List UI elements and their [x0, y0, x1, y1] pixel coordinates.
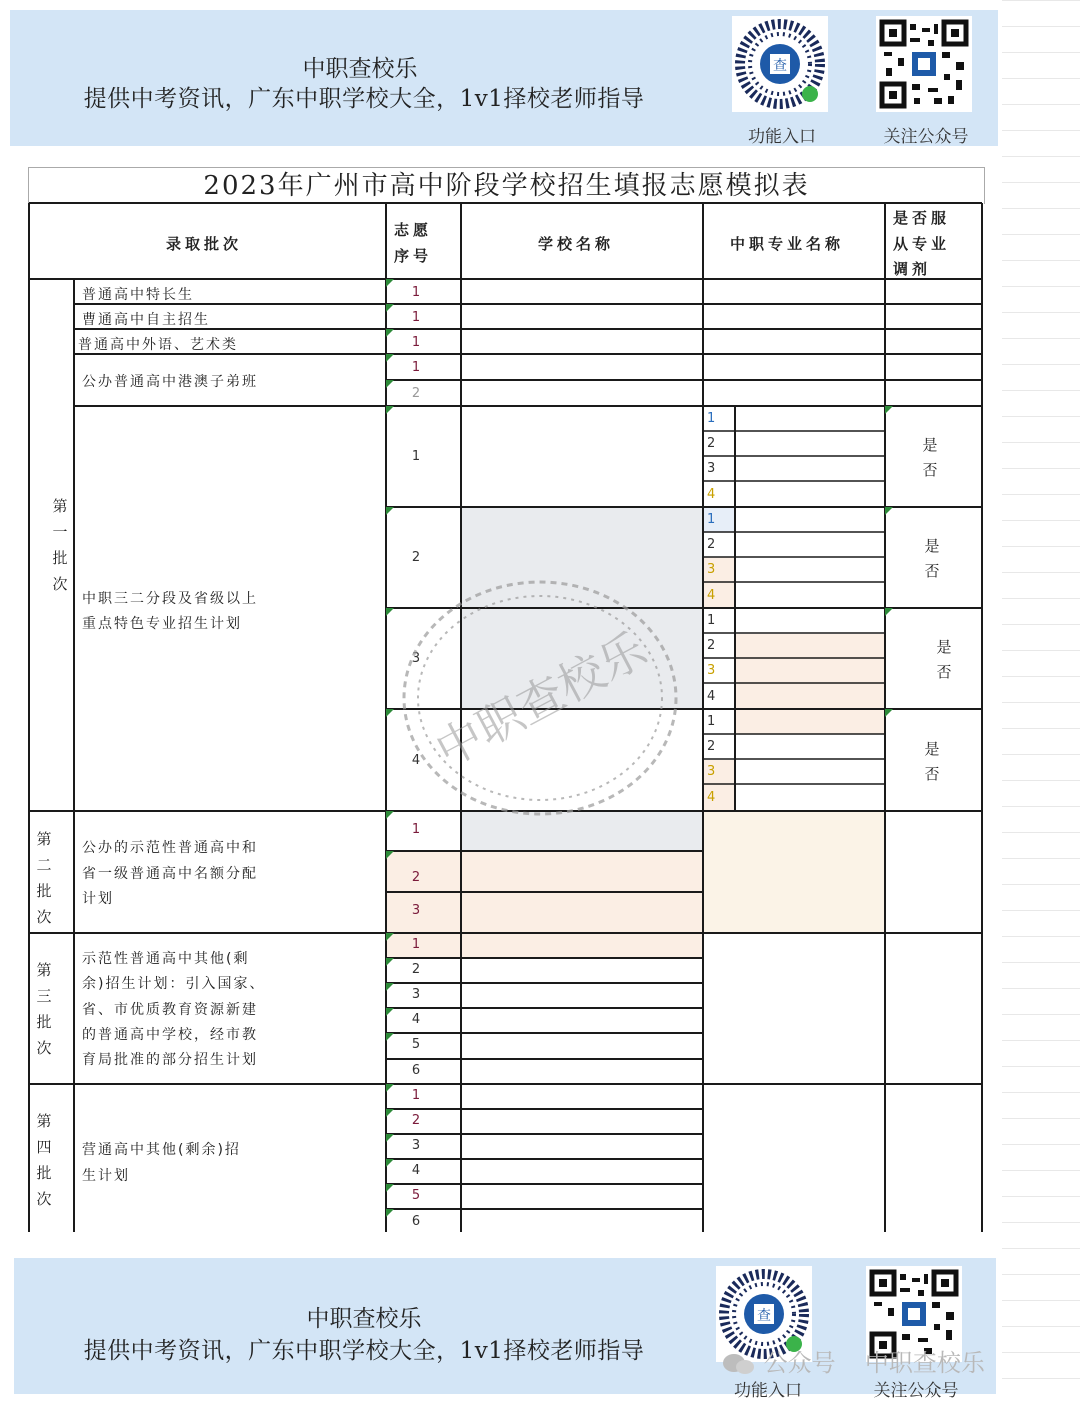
- seq-cell[interactable]: 3: [411, 987, 421, 1002]
- sub-seq: 2: [707, 537, 716, 552]
- batch3-desc-line5: 育局批准的部分招生计划: [82, 1052, 258, 1068]
- sub-seq: 2: [707, 638, 716, 653]
- seq-cell[interactable]: 1: [411, 310, 421, 325]
- batch3-desc-line4: 的普通高中学校，经市教: [82, 1027, 258, 1043]
- seq-cell[interactable]: 1: [411, 285, 421, 300]
- batch2-desc-line2: 省一级普通高中名额分配: [82, 866, 258, 882]
- svg-text:查: 查: [773, 58, 787, 74]
- vocational-desc-line2: 重点特色专业招生计划: [82, 616, 242, 632]
- banner-brand-name: 中职查校乐: [302, 56, 418, 82]
- seq-cell[interactable]: 1: [411, 335, 421, 350]
- sub-seq: 4: [707, 790, 716, 805]
- vocational-seq[interactable]: 1: [411, 449, 421, 464]
- seq-cell[interactable]: 5: [411, 1037, 421, 1052]
- header-adjust-line1: 是否服: [893, 209, 951, 227]
- seq-cell[interactable]: 1: [411, 937, 421, 952]
- top-banner: [10, 10, 998, 146]
- adjust-yes-no[interactable]: 是 否: [924, 537, 940, 580]
- svg-text:查: 查: [757, 1308, 771, 1324]
- header-major: 中职专业名称: [730, 235, 845, 253]
- seq-cell[interactable]: 6: [411, 1214, 421, 1229]
- qr-right-caption: 关注公众号: [883, 127, 969, 147]
- sub-seq: 3: [707, 562, 716, 577]
- header-seq-line2: 序号: [394, 247, 433, 265]
- batch3-desc-line3: 省、市优质教育资源新建: [82, 1002, 258, 1018]
- batch3-label: 第 三 批 次: [36, 961, 52, 1057]
- seq-cell[interactable]: 6: [411, 1063, 421, 1078]
- seq-cell[interactable]: 2: [411, 870, 421, 885]
- header-batch: 录取批次: [166, 235, 243, 253]
- adjust-yes-no[interactable]: 是 否: [924, 740, 940, 783]
- vocational-seq[interactable]: 4: [411, 753, 421, 768]
- seq-cell[interactable]: 1: [411, 360, 421, 375]
- vocational-seq[interactable]: 2: [411, 550, 421, 565]
- watermark-account: 中职查校乐: [864, 1349, 985, 1377]
- platform-watermark: [722, 1343, 985, 1378]
- seq-cell[interactable]: 5: [411, 1188, 421, 1203]
- miniprogram-qr-icon[interactable]: [732, 16, 828, 112]
- category-independent: 曹通高中自主招生: [82, 312, 210, 328]
- seq-cell[interactable]: 2: [411, 386, 421, 401]
- seq-cell[interactable]: 1: [411, 1088, 421, 1103]
- sub-seq: 1: [707, 613, 716, 628]
- sub-seq: 4: [707, 689, 716, 704]
- seq-cell[interactable]: 1: [411, 822, 421, 837]
- batch2-label: 第 二 批 次: [36, 830, 52, 926]
- batch3-desc-line1: 示范性普通高中其他(剩: [82, 951, 250, 967]
- vocational-desc-line1: 中职三二分段及省级以上: [82, 591, 258, 607]
- batch4-desc-line1: 营通高中其他(剩余)招: [82, 1142, 241, 1158]
- banner-brand-name: 中职查校乐: [306, 1306, 422, 1332]
- qr-right-caption: 关注公众号: [873, 1381, 959, 1401]
- category-language-art: 普通高中外语、艺术类: [78, 337, 238, 353]
- official-account-qr-icon[interactable]: [876, 16, 972, 112]
- seq-cell[interactable]: 3: [411, 1138, 421, 1153]
- sub-seq: 4: [707, 588, 716, 603]
- header-school: 学校名称: [538, 235, 615, 253]
- adjust-yes-no[interactable]: 是 否: [922, 436, 938, 479]
- banner-slogan: 提供中考资讯，广东中职学校大全，1v1择校老师指导: [83, 1338, 645, 1364]
- batch3-desc-line2: 余)招生计划：引入国家、: [82, 976, 266, 992]
- seq-cell[interactable]: 3: [411, 903, 421, 918]
- application-form: [28, 167, 983, 1232]
- qr-left-caption: 功能入口: [748, 127, 816, 147]
- sub-seq: 1: [707, 512, 716, 527]
- header-adjust-line2: 从专业: [893, 235, 951, 253]
- watermark-platform: 公众号: [763, 1349, 836, 1377]
- wechat-icon: [722, 1352, 756, 1376]
- sub-seq: 4: [707, 487, 716, 502]
- vocational-seq[interactable]: 3: [411, 651, 421, 666]
- header-adjust-line3: 调剂: [893, 260, 932, 278]
- svg-text:中职查校乐: 中职查校乐: [426, 621, 656, 778]
- sub-seq: 2: [707, 739, 716, 754]
- batch2-desc-line3: 计划: [82, 891, 114, 907]
- category-hk-macao: 公办普通高中港澳子弟班: [82, 374, 258, 390]
- banner-slogan: 提供中考资讯，广东中职学校大全，1v1择校老师指导: [83, 86, 645, 112]
- background-gridlines: [1002, 0, 1080, 1401]
- sub-seq: 3: [707, 461, 716, 476]
- form-title: 2023年广州市高中阶段学校招生填报志愿模拟表: [28, 167, 985, 204]
- sub-seq: 2: [707, 436, 716, 451]
- sub-seq: 1: [707, 411, 716, 426]
- batch4-label: 第 四 批 次: [36, 1112, 52, 1208]
- batch2-desc-line1: 公办的示范性普通高中和: [82, 840, 258, 856]
- batch1-label: 第 一 批 次: [52, 497, 68, 593]
- batch4-desc-line2: 生计划: [82, 1168, 130, 1184]
- seq-cell[interactable]: 2: [411, 1113, 421, 1128]
- qr-left-caption: 功能入口: [734, 1381, 802, 1401]
- sub-seq: 1: [707, 714, 716, 729]
- seq-cell[interactable]: 2: [411, 962, 421, 977]
- adjust-yes-no[interactable]: 是 否: [936, 638, 952, 681]
- seq-cell[interactable]: 4: [411, 1163, 421, 1178]
- seq-cell[interactable]: 4: [411, 1012, 421, 1027]
- sub-seq: 3: [707, 663, 716, 678]
- sub-seq: 3: [707, 764, 716, 779]
- header-seq-line1: 志愿: [394, 221, 433, 239]
- category-specialty: 普通高中特长生: [82, 287, 194, 303]
